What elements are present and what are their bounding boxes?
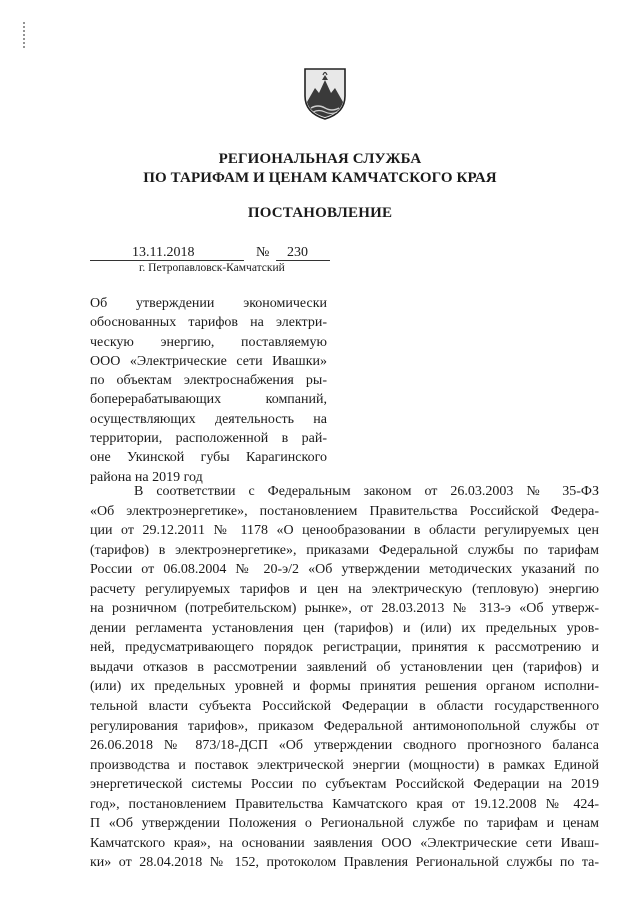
body-line: год», постановлением Правительства Камчатского края от 19.12.2008 № 424- (90, 796, 599, 812)
subject-line: ческую энергию, поставляемую (90, 334, 327, 350)
agency-name-line2: ПО ТАРИФАМ И ЦЕНАМ КАМЧАТСКОГО КРАЯ (143, 170, 497, 186)
body-line: (или) их предельных уровней и формы принятия решения органом исполни- (90, 679, 599, 695)
body-line: ней, предусматривающего порядок регистрации, принятия к рассмотрению и (90, 640, 599, 656)
body-line: П «Об утверждении Положения о Региональной службе по тарифам и ценам (90, 816, 599, 832)
document-type: ПОСТАНОВЛЕНИЕ (247, 205, 393, 221)
subject-line: осуществляющих деятельность на (90, 411, 327, 427)
body-line: энергетической системы России по субъектам Российской Федерации на 2019 (90, 777, 599, 793)
body-line: ки» от 28.04.2018 № 152, протоколом Правления Региональной службы по та- (90, 855, 599, 871)
body-line: выдачи отказов в рассмотрении заявлений об установлении цен (тарифов) и (90, 659, 599, 675)
document-place: г. Петропавловск-Камчатский (139, 262, 285, 274)
body-line: (тарифов) в электроэнергетике», приказами Федеральной службы по тарифам (90, 542, 599, 558)
document-subject (90, 294, 327, 487)
body-line: 26.06.2018 № 873/18-ДСП «Об утверждении сводного прогнозного баланса (90, 738, 599, 754)
subject-line: района на 2019 год (90, 469, 203, 485)
subject-line: обоснованных тарифов на электри- (90, 315, 327, 331)
subject-line: ООО «Электрические сети Ивашки» (90, 353, 327, 369)
subject-line: территории, расположенной в рай- (90, 431, 327, 447)
body-line: Камчатского края», на основании заявления ООО «Электрические сети Ивaш- (90, 835, 599, 851)
scan-margin-mark (23, 22, 25, 50)
agency-name-line1: РЕГИОНАЛЬНАЯ СЛУЖБА (218, 151, 422, 167)
body-line: на розничном (потребительском) рынке», от 28.03.2013 № 313-э «Об утверж- (90, 601, 599, 617)
number-sign: № (256, 245, 270, 260)
body-line: дении регламента установления цен (тарифов) и (или) их предельных уров- (90, 620, 599, 636)
document-number: 230 (287, 245, 308, 260)
body-line: расчету регулируемых тарифов и цен на электрическую (тепловую) энергию (90, 581, 599, 597)
body-line: регулирования тарифов», приказом Федеральной антимонопольной службы от (90, 718, 599, 734)
body-line: России от 06.08.2004 № 20-э/2 «Об утверждении методических указаний по (90, 562, 599, 578)
body-line: ции от 29.12.2011 № 1178 «О ценообразовании в области регулируемых цен (90, 523, 599, 539)
body-line: производства и поставок электрической энергии (мощности) в рамках Единой (90, 757, 599, 773)
subject-line: Об утверждении экономически (90, 296, 327, 311)
body-line: тельной власти субъекта Российской Федерации в области государственного (90, 699, 599, 715)
body-line: «Об электроэнергетике», постановлением Правительства Российской Федера- (90, 503, 599, 519)
subject-line: по объектам электроснабжения ры- (90, 373, 327, 389)
document-date: 13.11.2018 (132, 245, 195, 260)
coat-of-arms-emblem (303, 66, 347, 120)
subject-line: боперерабатывающих компаний, (90, 392, 327, 408)
number-underline (276, 260, 330, 261)
subject-line: оне Укинской губы Карагинского (90, 450, 327, 466)
body-line: В соответствии с Федеральным законом от 26.03.2003 № 35-ФЗ (134, 484, 599, 499)
document-body (90, 482, 599, 873)
